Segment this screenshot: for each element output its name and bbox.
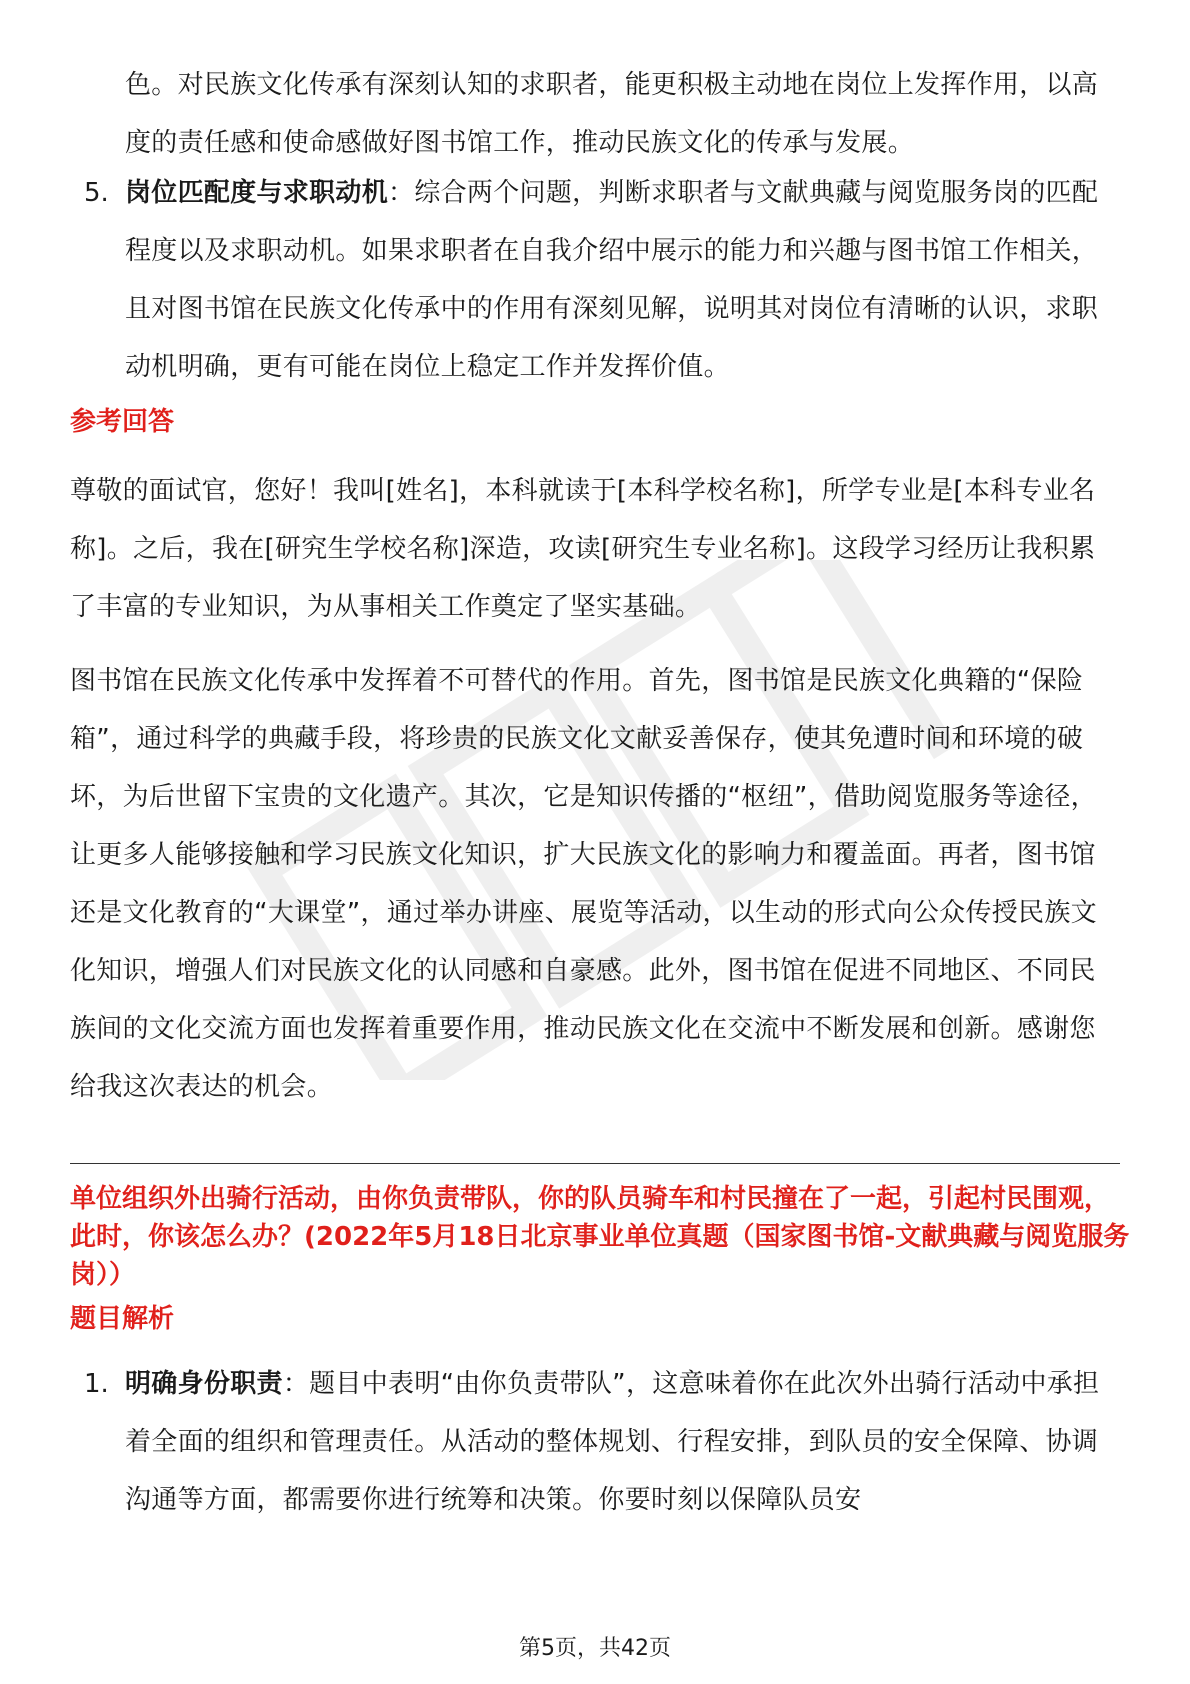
list-item-1 — [125, 1355, 1120, 1529]
list-item-5-title: 岗位匹配度与求职动机 — [125, 178, 389, 208]
list-item-5 — [125, 164, 1120, 396]
intro-continuation-text: 色。对民族文化传承有深刻认知的求职者，能更积极主动地在岗位上发挥作用，以高度的责任感和使命感做好图书馆工作，推动民族文化的传承与发展。 — [125, 70, 1099, 158]
answer-paragraph-2: 图书馆在民族文化传承中发挥着不可替代的作用。首先，图书馆是民族文化典籍的“保险箱”，通过科学的典藏手段，将珍贵的民族文化文献妥善保存，使其免遭时间和环境的破坏，为后世留下宝贵的文化遗产。其次，它是知识传播的“枢纽”，借助阅览服务等途径，让更多人能够接触和学习民族文化知识，扩大民族文化的影响力和覆盖面。再者，图书馆还是文化教育的“大课堂”，通过举办讲座、展览等活动，以生动的形式向公众传授民族文化知识，增强人们对民族文化的认同感和自豪感。此外，图书馆在促进不同地区、不同民族间的文化交流方面也发挥着重要作用，推动民族文化在交流中不断发展和创新。感谢您给我这次表达的机会。 — [70, 666, 1097, 1102]
list-number-5: 5. — [84, 178, 109, 208]
list-item-1-title: 明确身份职责 — [125, 1369, 283, 1399]
section-divider — [70, 1163, 1120, 1164]
analysis-heading: 题目解析 — [70, 1304, 175, 1334]
list-item-5-text: ：综合两个问题，判断求职者与文献典藏与阅览服务岗的匹配程度以及求职动机。如果求职者在自我介绍中展示的能力和兴趣与图书馆工作相关，且对图书馆在民族文化传承中的作用有深刻见解，说明其对岗位有清晰的认识，求职动机明确，更有可能在岗位上稳定工作并发挥价值。 — [125, 178, 1099, 382]
list-item-1-text: ：题目中表明“由你负责带队”，这意味着你在此次外出骑行活动中承担着全面的组织和管理责任。从活动的整体规划、行程安排，到队员的安全保障、协调沟通等方面，都需要你进行统筹和决策。你要时刻以保障队员安 — [125, 1369, 1100, 1515]
reference-answer-heading: 参考回答 — [70, 407, 175, 437]
list-number-1: 1. — [84, 1369, 109, 1399]
question-title: 单位组织外出骑行活动，由你负责带队，你的队员骑车和村民撞在了一起，引起村民围观，此时，你该怎么办？(2022年5月18日北京事业单位真题（国家图书馆-文献典藏与阅览服务岗）） — [70, 1184, 1130, 1290]
answer-paragraph-1: 尊敬的面试官，您好！我叫[姓名]，本科就读于[本科学校名称]，所学专业是[本科专业名称]。之后，我在[研究生学校名称]深造，攻读[研究生专业名称]。这段学习经历让我积累了丰富的专业知识，为从事相关工作奠定了坚实基础。 — [70, 476, 1096, 622]
page-footer: 第5页，共42页 — [519, 1636, 671, 1661]
